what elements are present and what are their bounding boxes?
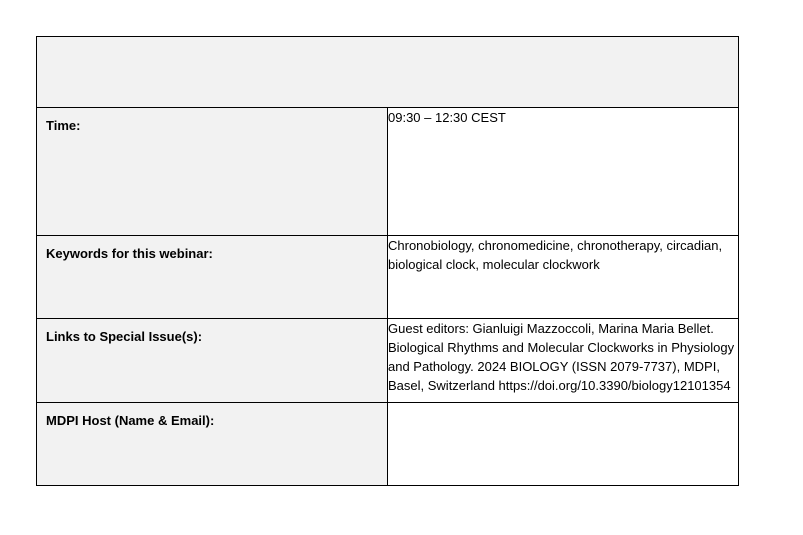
table-header-cell	[37, 37, 739, 108]
webinar-info-table	[36, 36, 739, 486]
time-label: Time:	[37, 108, 388, 236]
special-issue-links-value: Guest editors: Gianluigi Mazzoccoli, Marina Maria Bellet. Biological Rhythms and Molecular Clockworks in Physiology and Pathology. 2024 BIOLOGY (ISSN 2079-7737), MDPI, Basel, Switzerland https://doi.org/10.3390/biology12101354	[388, 319, 739, 403]
table-header-row	[37, 37, 739, 108]
special-issue-links-row	[37, 319, 739, 403]
mdpi-host-row	[37, 403, 739, 486]
time-row	[37, 108, 739, 236]
keywords-label: Keywords for this webinar:	[37, 236, 388, 319]
special-issue-links-label: Links to Special Issue(s):	[37, 319, 388, 403]
mdpi-host-value	[388, 403, 739, 486]
mdpi-host-label: MDPI Host (Name & Email):	[37, 403, 388, 486]
keywords-row	[37, 236, 739, 319]
keywords-value: Chronobiology, chronomedicine, chronotherapy, circadian, biological clock, molecular clockwork	[388, 236, 739, 319]
time-value: 09:30 – 12:30 CEST	[388, 108, 739, 236]
